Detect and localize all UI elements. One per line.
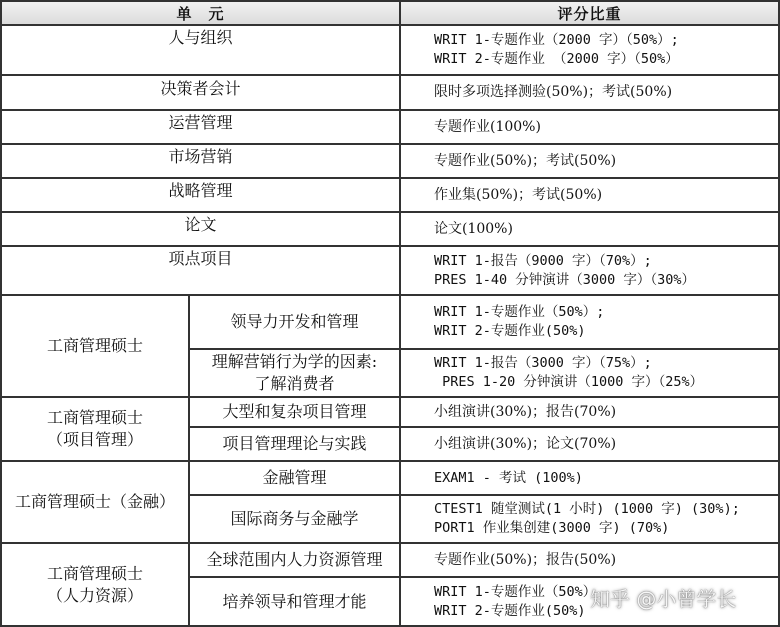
ratio-line: 论文(100%) <box>434 220 513 237</box>
table-rule <box>0 542 780 544</box>
ratio-line: 专题作业(50%)；报告(50%) <box>434 551 617 568</box>
ratio-cell <box>401 350 778 396</box>
ratio-cell <box>401 26 778 74</box>
header-unit: 单 元 <box>2 2 399 24</box>
unit-cell: 国际商务与金融学 <box>230 509 359 528</box>
ratio-cell <box>401 296 778 348</box>
program-cell: 工商管理硕士 （项目管理） <box>46 408 143 449</box>
table-rule <box>0 396 780 398</box>
ratio-line: 专题作业(50%)；考试(50%) <box>434 152 617 169</box>
ratio-line: CTEST1 随堂测试(1 小时) (1000 字) (30%); <box>434 501 740 517</box>
ratio-line: PRES 1-40 分钟演讲（3000 字）（30%） <box>434 271 696 288</box>
ratio-line: WRIT 1-专题作业（2000 字）（50%）; <box>434 32 679 48</box>
table-rule <box>188 576 780 578</box>
program-cell: 工商管理硕士 （人力资源） <box>46 563 143 605</box>
table-rule <box>188 494 780 496</box>
unit-cell: 项点项目 <box>168 249 233 268</box>
ratio-line: 小组演讲(30%)；论文(70%) <box>434 435 617 452</box>
table-rule <box>0 460 780 462</box>
table-rule <box>188 294 190 627</box>
table-rule <box>399 0 401 627</box>
unit-cell: 培养领导和管理才能 <box>222 591 367 611</box>
ratio-line: WRIT 2-专题作业(50%) <box>434 323 586 339</box>
ratio-cell <box>401 462 778 494</box>
table-rule <box>0 24 780 26</box>
header-ratio: 评分比重 <box>401 2 778 24</box>
unit-cell: 论文 <box>184 215 217 234</box>
ratio-cell <box>401 111 778 143</box>
ratio-cell <box>401 247 778 294</box>
unit-cell: 项目管理理论与实践 <box>222 434 367 453</box>
table-rule <box>0 74 780 76</box>
ratio-line: 专题作业(100%) <box>434 118 541 135</box>
ratio-line: WRIT 1-专题作业（50%）; <box>434 304 605 320</box>
unit-cell: 市场营销 <box>168 147 233 166</box>
table-rule <box>188 426 780 428</box>
unit-cell: 运营管理 <box>168 113 233 132</box>
unit-cell: 领导力开发和管理 <box>230 312 359 331</box>
ratio-cell <box>401 76 778 109</box>
table-border <box>0 0 780 2</box>
program-cell: 工商管理硕士 <box>46 336 143 355</box>
ratio-cell <box>401 179 778 211</box>
ratio-line: 小组演讲(30%)；报告(70%) <box>434 403 617 420</box>
ratio-line: PRES 1-20 分钟演讲（1000 字）（25%） <box>434 374 704 390</box>
table-rule <box>0 294 780 296</box>
ratio-cell <box>401 544 778 576</box>
ratio-cell <box>401 398 778 426</box>
unit-cell: 全球范围内人力资源管理 <box>206 550 383 569</box>
ratio-cell <box>401 428 778 460</box>
table-border <box>0 0 2 627</box>
ratio-line: WRIT 2-专题作业(50%) <box>434 602 586 619</box>
table-rule <box>188 348 780 350</box>
unit-cell: 金融管理 <box>262 468 327 487</box>
ratio-line: WRIT 1-报告（9000 字）（70%）; <box>434 252 652 269</box>
ratio-line: PORT1 作业集创建(3000 字) (70%) <box>434 520 670 536</box>
ratio-cell <box>401 496 778 542</box>
unit-cell: 大型和复杂项目管理 <box>222 402 367 421</box>
ratio-line: WRIT 2-专题作业 （2000 字）（50%） <box>434 51 679 67</box>
ratio-line: WRIT 1-专题作业（50%） <box>434 583 597 600</box>
table-rule <box>0 245 780 247</box>
unit-cell: 决策者会计 <box>160 79 241 98</box>
unit-cell: 人与组织 <box>168 28 233 47</box>
table-rule <box>0 109 780 111</box>
ratio-line: 作业集(50%)；考试(50%) <box>434 186 603 203</box>
unit-cell: 理解营销行为学的因素: 了解消费者 <box>211 352 378 393</box>
ratio-line: 限时多项选择测验(50%)；考试(50%) <box>434 84 673 100</box>
ratio-line: EXAM1 - 考试 (100%) <box>434 469 583 486</box>
ratio-cell <box>401 213 778 245</box>
table-rule <box>0 177 780 179</box>
ratio-cell <box>401 145 778 177</box>
table-rule <box>0 211 780 213</box>
ratio-line: WRIT 1-报告（3000 字）（75%）; <box>434 355 652 371</box>
program-cell: 工商管理硕士（金融） <box>14 492 175 511</box>
table-rule <box>0 143 780 145</box>
unit-cell: 战略管理 <box>168 181 233 200</box>
watermark: 知乎 @小曾学长 <box>590 587 737 611</box>
